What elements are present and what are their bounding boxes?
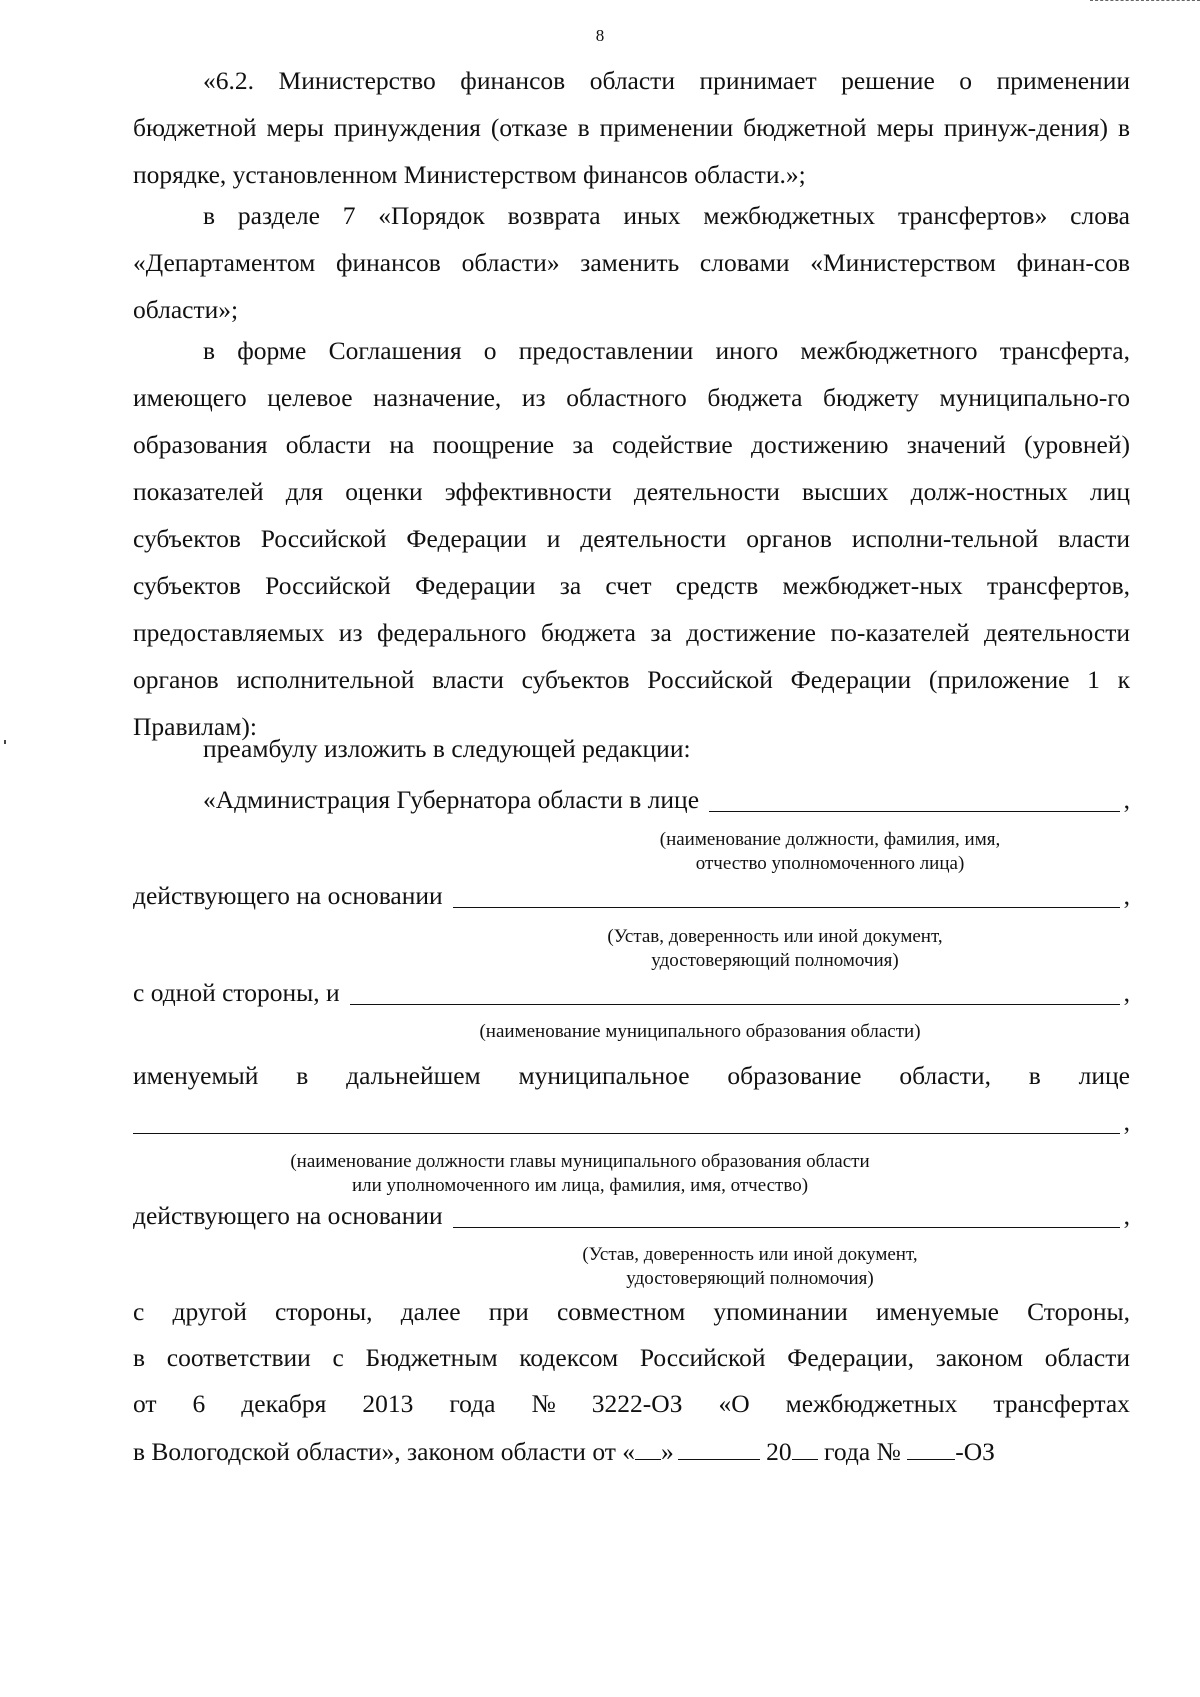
word: 2013 [362,1389,414,1418]
word: области, [899,1061,991,1090]
caption-line: (Устав, доверенность или иной документ, [607,926,943,947]
punctuation: , [1123,1107,1130,1136]
word: декабря [241,1389,327,1418]
fill-in-field[interactable] [453,883,1120,908]
field-caption [420,1020,980,1044]
caption-line: (наименование должности, фамилия, имя, [659,829,1001,850]
form-label: с одной стороны, и [133,978,340,1007]
caption-line: (наименование должности главы муниципального образования области [290,1151,870,1172]
closing-line: с другой стороны, далее при совместном упоминании именуемые Стороны, [133,1297,1130,1326]
word: № [531,1389,556,1418]
form-line-named [133,1060,1130,1092]
fill-in-field[interactable] [133,1109,1120,1134]
closing-line [133,1386,1130,1422]
fill-in-field[interactable] [453,1203,1120,1228]
word: в [296,1061,309,1090]
fill-in-field[interactable] [350,980,1120,1005]
field-caption [590,828,1070,876]
word: дальнейшем [346,1061,481,1090]
form-label: действующего на основании [133,881,443,910]
text-fragment: » [661,1437,674,1466]
word: именуемый [133,1061,259,1090]
caption-line: отчество уполномоченного лица) [695,853,965,874]
field-caption [200,1150,960,1198]
form-line-basis [133,880,1130,912]
text-fragment: года № [824,1437,901,1466]
punctuation: , [1123,1201,1130,1230]
form-line-one-side [133,977,1130,1009]
word: от [133,1389,157,1418]
scan-artifact [4,740,6,744]
scan-artifact [1090,0,1200,3]
closing-line: в соответствии с Бюджетным кодексом Российской Федерации, законом области [133,1343,1130,1372]
form-line-basis-2 [133,1200,1130,1232]
caption-line: (наименование муниципального образования области) [479,1021,921,1042]
caption-line: или уполномоченного им лица, фамилия, имя, отчество) [351,1175,809,1196]
fill-in-field[interactable] [709,787,1120,812]
form-label: действующего на основании [133,1201,443,1230]
field-caption [510,1243,990,1291]
punctuation: , [1123,785,1130,814]
word: «О [718,1389,750,1418]
page-number: 8 [595,26,605,45]
word: 3222-ОЗ [591,1389,683,1418]
form-line-administration [203,784,1130,816]
day-blank[interactable] [635,1437,661,1460]
year-blank[interactable] [792,1437,818,1460]
paragraph-agreement-form: в форме Соглашения о предоставлении иного межбюджетного трансферта, имеющего целевое назначение, из областного бюджета бюджету муниципально-го образования области на поощрение за содействие достижению значений (уровней) показателей для оценки эффективности деятельности высших долж-ностных лиц субъектов Российской Федерации и деятельности органов исполни-тельной власти субъектов Российской Федерации за счет средств межбюджет-ных трансфертов, предоставляемых из федерального бюджета за достижение по-казателей деятельности органов исполнительной власти субъектов Российской Федерации (приложение 1 к Правилам): [133,336,1130,741]
punctuation: , [1123,978,1130,1007]
word: года [449,1389,496,1418]
text-fragment: в Вологодской области», законом области от « [133,1437,636,1466]
paragraph-section-7: в разделе 7 «Порядок возврата иных межбюджетных трансфертов» слова «Департаментом финансов области» заменить словами «Министерством финан-сов области»; [133,201,1130,324]
punctuation: , [1123,881,1130,910]
word: муниципальное [518,1061,690,1090]
text-fragment: 20 [766,1437,792,1466]
field-caption [540,925,1010,973]
word: лице [1078,1061,1130,1090]
closing-line-law-ref [133,1434,1130,1470]
paragraph-preamble: преамбулу изложить в следующей редакции: [203,734,691,763]
caption-line: удостоверяющий полномочия) [626,1268,874,1289]
number-blank[interactable] [907,1437,955,1460]
word: трансфертах [993,1389,1130,1418]
form-label: «Администрация Губернатора области в лице [203,785,700,814]
word: межбюджетных [785,1389,958,1418]
paragraph-6-2: «6.2. Министерство финансов области принимает решение о применении бюджетной меры принуждения (отказе в применении бюджетной меры принуж-дения) в порядке, установленном Министерством финансов области.»; [133,66,1130,189]
caption-line: (Устав, доверенность или иной документ, [582,1244,918,1265]
word: образование [727,1061,862,1090]
month-blank[interactable] [678,1437,760,1460]
text-fragment: -ОЗ [955,1437,995,1466]
word: 6 [192,1389,206,1418]
word: в [1028,1061,1041,1090]
form-line-head-name [133,1106,1130,1138]
caption-line: удостоверяющий полномочия) [651,950,899,971]
